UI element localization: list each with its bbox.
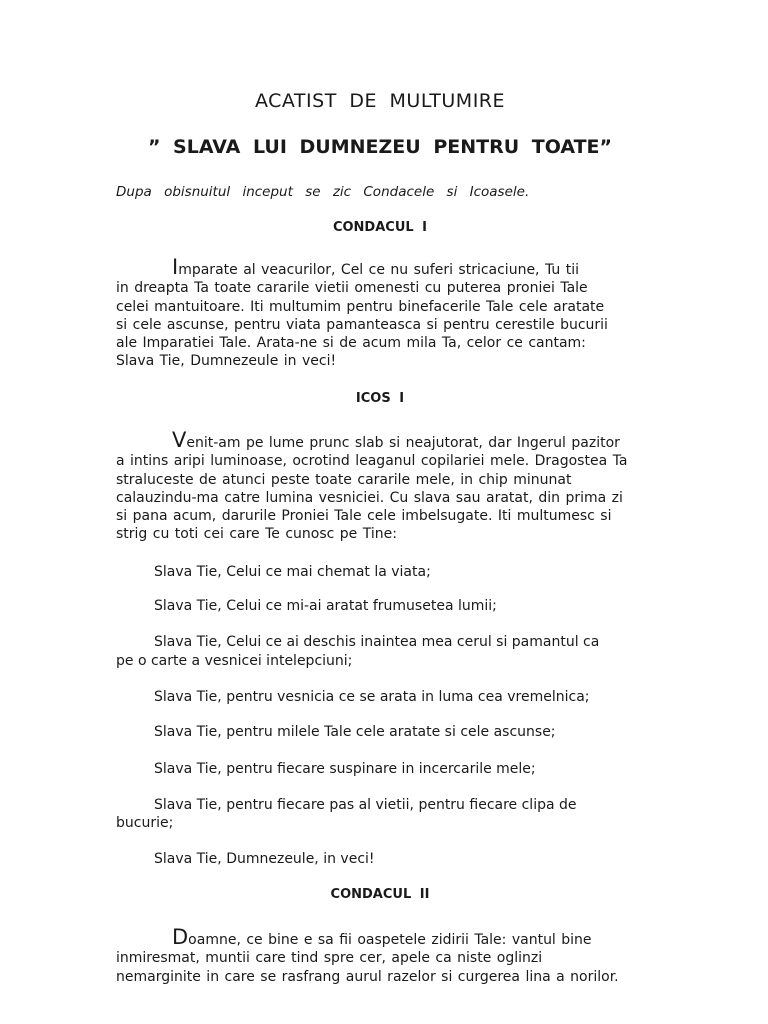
- document-subtitle: ” SLAVA LUI DUMNEZEU PENTRU TOATE”: [147, 136, 613, 158]
- condac-2-heading: CONDACUL II: [330, 887, 430, 902]
- slava-line: Slava Tie, Celui ce mai chemat la viata;: [154, 564, 431, 580]
- slava-line: Slava Tie, Celui ce mi-ai aratat frumusetea lumii;: [154, 598, 497, 614]
- intro-text: Dupa obisnuitul inceput se zic Condacele si Icoasele.: [116, 184, 530, 200]
- paragraph-line: in dreapta Ta toate cararile vietii omenesti cu puterea proniei Tale: [116, 280, 588, 297]
- condac-1-paragraph: [116, 255, 644, 371]
- paragraph-line: calauzindu-ma catre lumina vesniciei. Cu slava sau aratat, din prima zi: [116, 489, 623, 506]
- paragraph-line: si cele ascunse, pentru viata pamanteasca si pentru cerestile bucurii: [116, 316, 608, 333]
- paragraph-line: ale Imparatiei Tale. Arata-ne si de acum mila Ta, celor ce cantam:: [116, 335, 586, 352]
- slava-line-continuation: pe o carte a vesnicei intelepciuni;: [116, 653, 353, 669]
- paragraph-line: Venit-am pe lume prunc slab si neajutorat, dar Ingerul pazitor: [172, 428, 620, 452]
- slava-line-continuation: bucurie;: [116, 815, 174, 831]
- paragraph-line: straluceste de atunci peste toate cararile mele, in chip minunat: [116, 471, 572, 488]
- icos-1-paragraph: [116, 428, 644, 544]
- paragraph-line: Slava Tie, Dumnezeule in veci!: [116, 353, 337, 370]
- paragraph-line: a intins aripi luminoase, ocrotind leaganul copilariei mele. Dragostea Ta: [116, 453, 628, 470]
- condac-1-heading: CONDACUL I: [332, 220, 428, 235]
- icos-1-heading: ICOS I: [355, 391, 405, 406]
- paragraph-line: nemarginite in care se rasfrang aurul razelor si curgerea lina a norilor.: [116, 968, 619, 985]
- slava-line: Slava Tie, Celui ce ai deschis inaintea mea cerul si pamantul ca: [154, 634, 600, 650]
- condac-2-paragraph: [116, 925, 644, 986]
- drop-cap: D: [172, 925, 189, 949]
- drop-cap: V: [172, 428, 187, 452]
- paragraph-line: inmiresmat, muntii care tind spre cer, apele ca niste oglinzi: [116, 950, 543, 967]
- paragraph-line: Doamne, ce bine e sa fii oaspetele zidirii Tale: vantul bine: [172, 925, 592, 949]
- slava-line: Slava Tie, pentru vesnicia ce se arata in luma cea vremelnica;: [154, 689, 590, 705]
- drop-cap: I: [172, 255, 179, 279]
- paragraph-line: Imparate al veacurilor, Cel ce nu suferi stricaciune, Tu tii: [172, 255, 579, 279]
- paragraph-line: si pana acum, darurile Proniei Tale cele imbelsugate. Iti multumesc si: [116, 508, 612, 525]
- paragraph-line: strig cu toti cei care Te cunosc pe Tine:: [116, 526, 397, 543]
- paragraph-line: celei mantuitoare. Iti multumim pentru binefacerile Tale cele aratate: [116, 298, 605, 315]
- document-title: ACATIST DE MULTUMIRE: [254, 90, 506, 112]
- slava-line: Slava Tie, Dumnezeule, in veci!: [154, 851, 375, 867]
- slava-line: Slava Tie, pentru fiecare pas al vietii, pentru fiecare clipa de: [154, 797, 577, 813]
- slava-line: Slava Tie, pentru milele Tale cele aratate si cele ascunse;: [154, 724, 556, 740]
- slava-line: Slava Tie, pentru fiecare suspinare in incercarile mele;: [154, 761, 536, 777]
